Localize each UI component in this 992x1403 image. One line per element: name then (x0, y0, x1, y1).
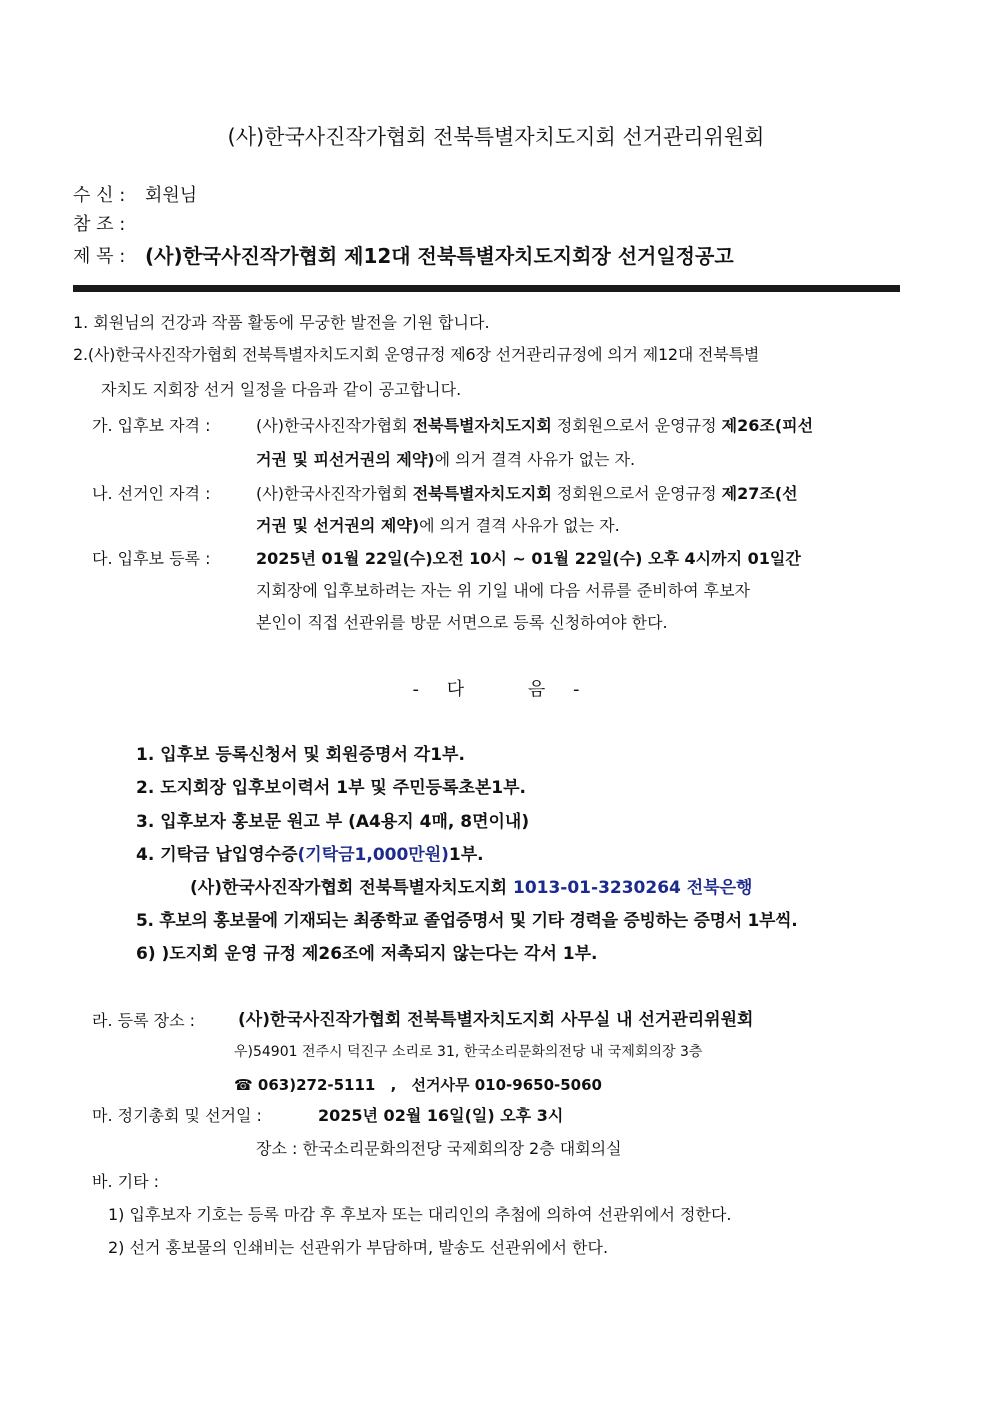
document-item-2: 2. 도지회장 입후보이력서 1부 및 주민등록초본1부. (136, 778, 527, 798)
document-title: (사)한국사진작가협회 전북특별자치도지회 선거관리위원회 (227, 125, 765, 149)
phone-icon: ☎ (234, 1076, 253, 1094)
reference-label: 참 조 : (73, 214, 126, 235)
item-na-line-2 (256, 516, 620, 535)
item-ba-2: 2) 선거 홍보물의 인쇄비는 선관위가 부담하며, 발송도 선관위에서 한다. (108, 1238, 609, 1257)
recipient-value: 회원님 (145, 185, 198, 206)
item-ma-place: 장소 : 한국소리문화의전당 국제회의장 2층 대회의실 (256, 1139, 622, 1158)
header-divider (73, 285, 900, 292)
item-na-article: 제27조(선 (721, 484, 798, 503)
deposit-amount: (기탁금1,000만원) (297, 845, 449, 865)
document-item-3: 3. 입후보자 홍보문 원고 부 (A4용지 4매, 8면이내) (136, 812, 530, 832)
account-number: 1013-01-3230264 전북은행 (512, 878, 753, 898)
item-da-line-3: 본인이 직접 선관위를 방문 서면으로 등록 신청하여야 한다. (256, 613, 668, 632)
bank-account-line (190, 878, 752, 898)
item-ga-line-2 (256, 450, 635, 469)
notice-heading (0, 679, 992, 701)
item-ma-value: 2025년 02월 16일(일) 오후 3시 (318, 1106, 564, 1125)
document-item-6: 6) )도지회 운영 규정 제26조에 저촉되지 않는다는 각서 1부. (136, 944, 598, 964)
item-da-line-2: 지회장에 입후보하려는 자는 위 기일 내에 다음 서류를 준비하여 후보자 (256, 581, 750, 600)
paragraph-2-line-2: 자치도 지회장 선거 일정을 다음과 같이 공고합니다. (101, 380, 462, 399)
item-na-label: 나. 선거인 자격 : (92, 484, 211, 503)
document-item-1: 1. 입후보 등록신청서 및 회원증명서 각1부. (136, 745, 465, 765)
item-na-org: (사)한국사진작가협회 (256, 484, 408, 503)
item-ra-label: 라. 등록 장소 : (92, 1011, 196, 1030)
item-ga-org: (사)한국사진작가협회 (256, 416, 408, 435)
item-ga-text: 정회원으로서 운영규정 (556, 416, 717, 435)
item-ba-1: 1) 입후보자 기호는 등록 마감 후 후보자 또는 대리인의 추첨에 의하여 선관위에서 정한다. (108, 1205, 732, 1224)
item-ba-label: 바. 기타 : (92, 1172, 160, 1191)
subject-label: 제 목 : (73, 246, 126, 267)
item-na-article-cont: 거권 및 선거권의 제약) (256, 516, 420, 535)
item-ga-article: 제26조(피선 (721, 416, 814, 435)
item-ma-label: 마. 정기총회 및 선거일 : (92, 1106, 262, 1125)
office-address: 우)54901 전주시 덕진구 소리로 31, 한국소리문화의전당 내 국제회의장 3층 (234, 1044, 703, 1060)
notice-dash-right: - (572, 679, 580, 700)
item-na-text: 정회원으로서 운영규정 (556, 484, 717, 503)
election-office-phone: 선거사무 010-9650-5060 (411, 1076, 602, 1094)
paragraph-2-line-1: 2.(사)한국사진작가협회 전북특별자치도지회 운영규정 제6장 선거관리규정에 의거 제12대 전북특별 (73, 345, 760, 364)
subject-value: (사)한국사진작가협회 제12대 전북특별자치도지회장 선거일정공고 (145, 244, 734, 268)
item-na-line-1 (256, 484, 798, 503)
contact-separator: , (390, 1076, 397, 1094)
notice-char-1: 다 (446, 679, 465, 700)
document-item-4-tail: 1부. (448, 845, 484, 865)
notice-dash-left: - (412, 679, 419, 700)
phone-number: 063)272-5111 (257, 1076, 376, 1094)
contact-line (234, 1076, 602, 1094)
item-na-branch: 전북특별자치도지회 (412, 484, 552, 503)
item-ga-article-cont: 거권 및 피선거권의 제약) (256, 450, 435, 469)
item-ga-label: 가. 입후보 자격 : (92, 416, 211, 435)
notice-char-2: 음 (527, 679, 546, 700)
item-da-label: 다. 입후보 등록 : (92, 549, 211, 568)
item-na-tail: 에 의거 결격 사유가 없는 자. (419, 516, 620, 535)
item-ga-line-1 (256, 416, 813, 435)
recipient-label: 수 신 : (73, 185, 126, 206)
item-ga-tail: 에 의거 결격 사유가 없는 자. (434, 450, 636, 469)
document-item-4-text: 4. 기탁금 납입영수증 (136, 845, 298, 865)
document-item-4 (136, 845, 484, 865)
paragraph-1: 1. 회원님의 건강과 작품 활동에 무궁한 발전을 기원 합니다. (73, 313, 490, 332)
account-holder: (사)한국사진작가협회 전북특별자치도지회 (190, 878, 508, 898)
document-item-5: 5. 후보의 홍보물에 기재되는 최종학교 졸업증명서 및 기타 경력을 증빙하는 증명서 1부씩. (136, 911, 798, 931)
item-da-schedule: 2025년 01월 22일(수)오전 10시 ~ 01월 22일(수) 오후 4시까지 01일간 (256, 549, 801, 568)
item-ga-branch: 전북특별자치도지회 (412, 416, 552, 435)
item-ra-value: (사)한국사진작가협회 전북특별자치도지회 사무실 내 선거관리위원회 (238, 1010, 754, 1030)
